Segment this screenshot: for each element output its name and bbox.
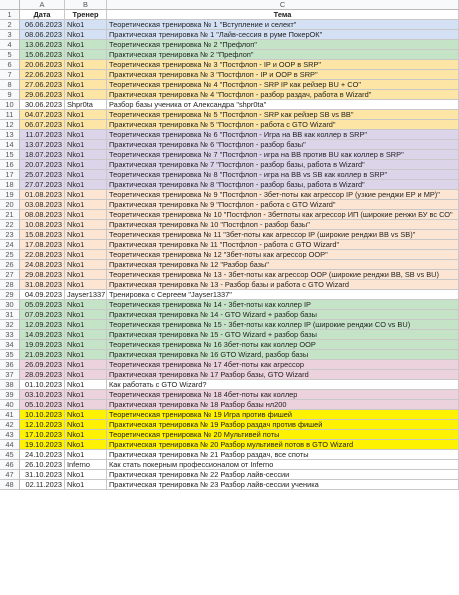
cell-trainer[interactable]: Nko1 [65,140,107,150]
table-row [0,370,459,380]
cell-trainer[interactable]: Nko1 [65,130,107,140]
table-row [0,250,459,260]
cell-topic[interactable]: Практическая тренировка № 8 "Постфлоп - разбор базы, работа в Wizard" [107,180,459,190]
cell-date[interactable]: 14.09.2023 [20,330,65,340]
row-number[interactable]: 35 [0,350,20,360]
cell-date[interactable]: 31.10.2023 [20,470,65,480]
cell-topic[interactable]: Практическая тренировка № 15 - GTO Wizard + разбор базы [107,330,459,340]
table-row [0,180,459,190]
row-number[interactable]: 40 [0,400,20,410]
table-row [0,440,459,450]
row-number[interactable]: 39 [0,390,20,400]
cell-date[interactable]: 25.07.2023 [20,170,65,180]
cell-date[interactable]: 05.10.2023 [20,400,65,410]
cell-topic[interactable]: Тренировка с Сергеем "Jayser1337" [107,290,459,300]
table-row [0,470,459,480]
table-row [0,310,459,320]
table-row [0,420,459,430]
cell-date[interactable]: 15.06.2023 [20,50,65,60]
row-number[interactable]: 42 [0,420,20,430]
cell-topic[interactable]: Теоретическая тренировка № 6 "Постфлоп - Игра на BB как коллер в SRP" [107,130,459,140]
cell-date[interactable]: 20.06.2023 [20,60,65,70]
row-number[interactable]: 38 [0,380,20,390]
cell-topic[interactable]: Теоретическая тренировка № 10 "Постфлоп - 3бетпоты как агрессор ИП (широкие ренжи БУ вс СО" [107,210,459,220]
cell-date[interactable]: 27.07.2023 [20,180,65,190]
row-number[interactable]: 14 [0,140,20,150]
cell-topic[interactable]: Практическая тренировка № 6 "Постфлоп - разбор базы" [107,140,459,150]
cell-topic[interactable]: Практическая тренировка № 19 Разбор раздач против фишей [107,420,459,430]
cell-topic[interactable]: Теоретическая тренировка № 18 4бет-поты как коллер [107,390,459,400]
cell-topic[interactable]: Практическая тренировка № 9 "Постфлоп - работа с GTO Wizard" [107,200,459,210]
row-number[interactable]: 41 [0,410,20,420]
table-row [0,350,459,360]
cell-trainer[interactable]: Nko1 [65,230,107,240]
cell-trainer[interactable]: Nko1 [65,450,107,460]
cell-date[interactable]: 20.07.2023 [20,160,65,170]
cell-date[interactable]: 04.09.2023 [20,290,65,300]
cell-date[interactable]: 30.06.2023 [20,100,65,110]
cell-date[interactable]: 07.09.2023 [20,310,65,320]
cell-topic[interactable]: Теоретическая тренировка № 20 Мультивей поты [107,430,459,440]
cell-trainer[interactable]: Nko1 [65,170,107,180]
table-row [0,270,459,280]
row-number[interactable]: 11 [0,110,20,120]
header-trainer[interactable]: Тренер [65,10,107,20]
row-number[interactable]: 25 [0,250,20,260]
table-row [0,450,459,460]
cell-trainer[interactable]: Nko1 [65,280,107,290]
cell-trainer[interactable]: Nko1 [65,390,107,400]
cell-trainer[interactable]: Nko1 [65,480,107,490]
row-number[interactable]: 29 [0,290,20,300]
cell-date[interactable]: 06.06.2023 [20,20,65,30]
row-number[interactable]: 16 [0,160,20,170]
row-number[interactable]: 37 [0,370,20,380]
row-number[interactable]: 2 [0,20,20,30]
table-row [0,150,459,160]
cell-trainer[interactable]: Nko1 [65,380,107,390]
cell-trainer[interactable]: Nko1 [65,70,107,80]
cell-topic[interactable]: Практическая тренировка № 2 "Префлоп" [107,50,459,60]
header-topic[interactable]: Тема [107,10,459,20]
cell-trainer[interactable]: Nko1 [65,260,107,270]
table-row [0,290,459,300]
table-row [0,50,459,60]
cell-date[interactable]: 22.08.2023 [20,250,65,260]
cell-date[interactable]: 06.07.2023 [20,120,65,130]
cell-date[interactable]: 24.08.2023 [20,260,65,270]
table-row [0,260,459,270]
table-row [0,460,459,470]
cell-trainer[interactable]: Nko1 [65,160,107,170]
row-number[interactable]: 46 [0,460,20,470]
row-number[interactable]: 21 [0,210,20,220]
cell-trainer[interactable]: Nko1 [65,20,107,30]
cell-trainer[interactable]: Nko1 [65,110,107,120]
cell-date[interactable]: 03.10.2023 [20,390,65,400]
cell-topic[interactable]: Практическая тренировка № 11 "Постфлоп - работа с GTO Wizard" [107,240,459,250]
cell-date[interactable]: 17.08.2023 [20,240,65,250]
cell-date[interactable]: 27.06.2023 [20,80,65,90]
cell-trainer[interactable]: Nko1 [65,320,107,330]
cell-topic[interactable]: Практическая тренировка № 17 Разбор базы, GTO Wizard [107,370,459,380]
table-row [0,280,459,290]
table-row [0,390,459,400]
cell-topic[interactable]: Практическая тренировка № 16 GTO Wizard, разбор базы [107,350,459,360]
cell-topic[interactable]: Практическая тренировка № 21 Разбор раздач, все споты [107,450,459,460]
row-number[interactable]: 44 [0,440,20,450]
table-row [0,360,459,370]
cell-topic[interactable]: Практическая тренировка № 12 "Разбор базы" [107,260,459,270]
cell-trainer[interactable]: Nko1 [65,330,107,340]
cell-date[interactable]: 18.07.2023 [20,150,65,160]
cell-trainer[interactable]: Nko1 [65,400,107,410]
row-number[interactable]: 32 [0,320,20,330]
row-number[interactable]: 22 [0,220,20,230]
row-number[interactable]: 23 [0,230,20,240]
row-number[interactable]: 20 [0,200,20,210]
row-number[interactable]: 31 [0,310,20,320]
cell-date[interactable]: 31.08.2023 [20,280,65,290]
cell-trainer[interactable]: Nko1 [65,300,107,310]
row-number[interactable]: 28 [0,280,20,290]
table-row [0,100,459,110]
row-number[interactable]: 17 [0,170,20,180]
row-number[interactable]: 18 [0,180,20,190]
table-row [0,400,459,410]
row-number[interactable]: 33 [0,330,20,340]
cell-date[interactable]: 02.11.2023 [20,480,65,490]
cell-date[interactable]: 17.10.2023 [20,430,65,440]
cell-trainer[interactable]: Nko1 [65,440,107,450]
table-row [0,90,459,100]
cell-date[interactable]: 24.10.2023 [20,450,65,460]
cell-topic[interactable]: Теоретическая тренировка № 5 "Постфлоп - SRP как рейзер SB vs BB" [107,110,459,120]
cell-topic[interactable]: Теоретическая тренировка № 19 Игра против фишей [107,410,459,420]
cell-trainer[interactable]: Nko1 [65,240,107,250]
cell-topic[interactable]: Практическая тренировка № 5 "Постфлоп - работа с GTO Wizard" [107,120,459,130]
row-number[interactable]: 48 [0,480,20,490]
cell-trainer[interactable]: Nko1 [65,80,107,90]
cell-trainer[interactable]: Nko1 [65,350,107,360]
table-row [0,380,459,390]
cell-trainer[interactable]: Nko1 [65,120,107,130]
cell-trainer[interactable]: Nko1 [65,190,107,200]
cell-date[interactable]: 05.09.2023 [20,300,65,310]
cell-topic[interactable]: Практическая тренировка № 22 Разбор лайв-сессии [107,470,459,480]
cell-date[interactable]: 13.07.2023 [20,140,65,150]
cell-date[interactable]: 04.07.2023 [20,110,65,120]
table-row [0,330,459,340]
cell-date[interactable]: 03.08.2023 [20,200,65,210]
table-row [0,410,459,420]
row-number[interactable]: 30 [0,300,20,310]
table-row [0,20,459,30]
cell-trainer[interactable]: Nko1 [65,430,107,440]
cell-topic[interactable]: Теоретическая тренировка № 3 "Постфлоп - IP и OOP в SRP" [107,60,459,70]
row-number[interactable]: 27 [0,270,20,280]
cell-topic[interactable]: Теоретическая тренировка № 11 "3бет-поты как агрессор IP (широкие ренджи BB vs SB)" [107,230,459,240]
row-number[interactable]: 1 [0,10,20,20]
cell-topic[interactable]: Практическая тренировка № 7 "Постфлоп - разбор базы, работа в Wizard" [107,160,459,170]
cell-date[interactable]: 01.10.2023 [20,380,65,390]
row-number[interactable]: 34 [0,340,20,350]
column-header-row [0,0,459,10]
row-number[interactable]: 36 [0,360,20,370]
cell-topic[interactable]: Теоретическая тренировка № 17 4бет-поты как агрессор [107,360,459,370]
table-row [0,60,459,70]
cell-date[interactable]: 13.06.2023 [20,40,65,50]
table-row [0,230,459,240]
cell-date[interactable]: 12.09.2023 [20,320,65,330]
cell-topic[interactable]: Теоретическая тренировка № 8 "Постфлоп - игра на BB vs SB как коллер в SRP" [107,170,459,180]
table-row [0,80,459,90]
table-row [0,190,459,200]
select-all-corner[interactable] [0,0,20,10]
row-number[interactable]: 24 [0,240,20,250]
cell-topic[interactable]: Практическая тренировка № 23 Разбор лайв-сессии ученика [107,480,459,490]
row-number[interactable]: 10 [0,100,20,110]
cell-topic[interactable]: Практическая тренировка № 18 Разбор базы нл200 [107,400,459,410]
table-row [0,30,459,40]
table-row [0,300,459,310]
row-number[interactable]: 7 [0,70,20,80]
row-number[interactable]: 9 [0,90,20,100]
row-number[interactable]: 15 [0,150,20,160]
cell-trainer[interactable]: Nko1 [65,90,107,100]
cell-topic[interactable]: Теоретическая тренировка № 14 - 3бет-поты как коллер IP [107,300,459,310]
cell-date[interactable]: 28.09.2023 [20,370,65,380]
row-number[interactable]: 19 [0,190,20,200]
cell-trainer[interactable]: Nko1 [65,30,107,40]
cell-trainer[interactable]: Nko1 [65,150,107,160]
cell-trainer[interactable]: Shpr0ta [65,100,107,110]
cell-topic[interactable]: Теоретическая тренировка № 2 "Префлоп" [107,40,459,50]
table-row [0,120,459,130]
table-row [0,200,459,210]
cell-trainer[interactable]: Nko1 [65,210,107,220]
table-row [0,130,459,140]
cell-trainer[interactable]: Nko1 [65,360,107,370]
cell-date[interactable]: 10.10.2023 [20,410,65,420]
cell-topic[interactable]: Практическая тренировка № 4 "Постфлоп - разбор раздач, работа в Wizard" [107,90,459,100]
table-row [0,110,459,120]
cell-topic[interactable]: Практическая тренировка № 3 "Постфлоп - IP и OOP в SRP" [107,70,459,80]
header-row [0,10,459,20]
cell-topic[interactable]: Как работать с GTO Wizard? [107,380,459,390]
cell-date[interactable]: 01.08.2023 [20,190,65,200]
column-header-a[interactable]: A [20,0,65,10]
table-row [0,140,459,150]
cell-topic[interactable]: Практическая тренировка № 20 Разбор мультивей потов в GTO Wizard [107,440,459,450]
cell-trainer[interactable]: Nko1 [65,270,107,280]
cell-trainer[interactable]: Nko1 [65,370,107,380]
cell-date[interactable]: 29.06.2023 [20,90,65,100]
cell-date[interactable]: 29.08.2023 [20,270,65,280]
cell-trainer[interactable]: Nko1 [65,180,107,190]
row-number[interactable]: 8 [0,80,20,90]
header-date[interactable]: Дата [20,10,65,20]
cell-topic[interactable]: Теоретическая тренировка № 16 3бет-поты как коллер OOP [107,340,459,350]
cell-topic[interactable]: Теоретическая тренировка № 4 "Постфлоп - SRP IP как рейзер BU + CO" [107,80,459,90]
cell-topic[interactable]: Практическая тренировка № 14 - GTO Wizard + разбор базы [107,310,459,320]
cell-topic[interactable]: Как стать покерным профессионалом от Inferno [107,460,459,470]
cell-topic[interactable]: Практическая тренировка № 13 - Разбор базы и работа с GTO Wizard [107,280,459,290]
cell-topic[interactable]: Теоретическая тренировка № 15 - 3бет-поты как коллер IP (широкие ренджи CO vs BU) [107,320,459,330]
row-number[interactable]: 45 [0,450,20,460]
cell-trainer[interactable]: Nko1 [65,420,107,430]
cell-trainer[interactable]: Nko1 [65,40,107,50]
row-number[interactable]: 4 [0,40,20,50]
cell-topic[interactable]: Теоретическая тренировка № 1 "Вступление и селект" [107,20,459,30]
row-number[interactable]: 3 [0,30,20,40]
cell-topic[interactable]: Теоретическая тренировка № 12 "3бет-поты как агрессор OOP" [107,250,459,260]
row-number[interactable]: 26 [0,260,20,270]
cell-topic[interactable]: Практическая тренировка № 1 "Лайв-сессия в руме ПокерОК" [107,30,459,40]
cell-trainer[interactable]: Nko1 [65,60,107,70]
cell-date[interactable]: 12.10.2023 [20,420,65,430]
cell-trainer[interactable]: Jayser1337 [67,290,106,299]
cell-date[interactable]: 15.08.2023 [20,230,65,240]
cell-date[interactable]: 21.09.2023 [20,350,65,360]
cell-date[interactable]: 26.10.2023 [20,460,65,470]
cell-date[interactable]: 11.07.2023 [20,130,65,140]
table-row [0,480,459,490]
cell-date[interactable]: 08.06.2023 [20,30,65,40]
cell-topic[interactable]: Теоретическая тренировка № 9 "Постфлоп - 3бет-поты как агрессор IP (узкие ренджи EP и MP)" [107,190,459,200]
cell-date[interactable]: 08.08.2023 [20,210,65,220]
table-row [0,220,459,230]
cell-trainer[interactable]: Inferno [65,460,107,470]
cell-date[interactable]: 19.10.2023 [20,440,65,450]
table-row [0,240,459,250]
table-row [0,40,459,50]
cell-trainer[interactable]: Nko1 [65,250,107,260]
row-number[interactable]: 12 [0,120,20,130]
cell-date[interactable]: 10.08.2023 [20,220,65,230]
cell-trainer[interactable]: Nko1 [65,200,107,210]
table-row [0,340,459,350]
cell-topic[interactable]: Практическая тренировка № 10 "Постфлоп - разбор базы" [107,220,459,230]
cell-date[interactable]: 26.09.2023 [20,360,65,370]
cell-trainer[interactable]: Nko1 [65,310,107,320]
table-row [0,70,459,80]
cell-trainer[interactable]: Nko1 [65,410,107,420]
cell-date[interactable]: 22.06.2023 [20,70,65,80]
table-row [0,210,459,220]
cell-trainer[interactable]: Nko1 [65,50,107,60]
row-number[interactable]: 6 [0,60,20,70]
cell-topic[interactable]: Разбор базы ученика от Александра "shpr0ta" [107,100,459,110]
cell-trainer[interactable]: Nko1 [65,470,107,480]
row-number[interactable]: 13 [0,130,20,140]
cell-trainer[interactable]: Nko1 [65,340,107,350]
table-row [0,430,459,440]
row-number[interactable]: 5 [0,50,20,60]
cell-trainer[interactable]: Nko1 [65,220,107,230]
table-row [0,160,459,170]
cell-date[interactable]: 19.09.2023 [20,340,65,350]
column-header-c[interactable]: C [107,0,459,10]
table-row [0,320,459,330]
row-number[interactable]: 47 [0,470,20,480]
row-number[interactable]: 43 [0,430,20,440]
column-header-b[interactable]: B [65,0,107,10]
cell-topic[interactable]: Теоретическая тренировка № 7 "Постфлоп - игра на BB против BU как коллер в SRP" [107,150,459,160]
cell-topic[interactable]: Теоретическая тренировка № 13 - 3бет-поты как агрессор OOP (широкие ренджи BB, SB vs BU) [107,270,459,280]
table-row [0,170,459,180]
